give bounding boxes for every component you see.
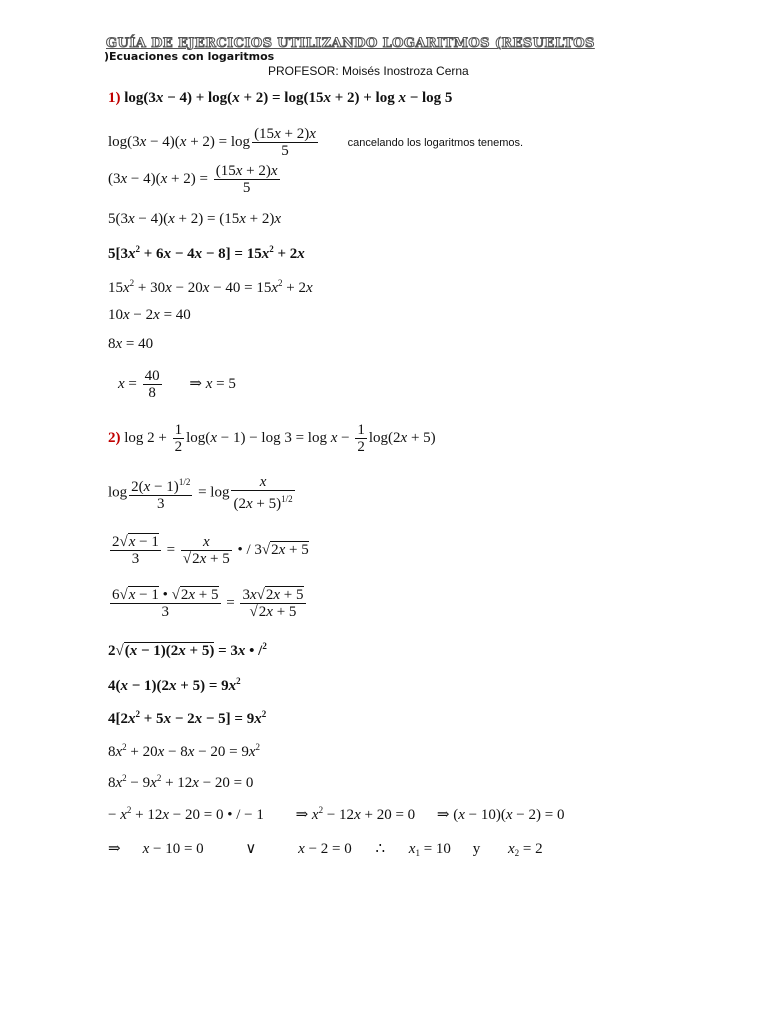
ex2-step-7: $8x^2 + 20x - 8x - 20 = 9x^2$ xyxy=(108,742,261,760)
ex2-step-1: log $\frac{2(x - 1)^{1/2}}{3}$ = log $\frac{x}{(2x + 5)^{1/2}}$ xyxy=(108,474,293,512)
ex1-step-1: log(3x − 4)(x + 2) = log $\frac{(15x + 2)x}{5}$ cancelando los logaritmos tenemos. xyxy=(108,126,524,159)
page-title: GUÍA DE EJERCICIOS UTILIZANDO LOGARITMOS (RESUELTOS xyxy=(106,36,595,51)
exercise-1-statement: 1) log(3x − 4) + log(x + 2) = log(15x + 2) + log x − log 5 xyxy=(108,90,453,106)
ex2-step-6: $4[2x^2 + 5x - 2x - 5] = 9x^2$ xyxy=(108,709,267,727)
ex1-note: cancelando los logaritmos tenemos. xyxy=(347,136,524,149)
ex1-step-4: $5[3x^2 + 6x - 4x - 8] = 15x^2 + 2x$ xyxy=(108,244,305,262)
ex2-step-9: − $x^2 + 12x - 20 = 0$ • / − 1 ⇒ $x^2 - 12x + 20 = 0$ ⇒ (x − 10)(x − 2) = 0 xyxy=(108,805,565,823)
ex2-step-4: 2√(x − 1)(2x + 5) = 3x • /$^2$ xyxy=(108,641,267,659)
ex2-solution: ⇒ x − 10 = 0 ∨ x − 2 = 0 ∴ $x_1 = 10$ y $x_2 = 2$ xyxy=(108,841,543,858)
ex2-step-8: $8x^2 - 9x^2 + 12x - 20 = 0$ xyxy=(108,773,254,791)
exercise-2-number: 2) xyxy=(108,429,121,446)
ex1-step-5: $15x^2 + 30x - 20x - 40 = 15x^2 + 2x$ xyxy=(108,278,313,296)
ex1-step-3: 5(3x − 4)(x + 2) = (15x + 2)x xyxy=(108,211,282,227)
ex1-step-7: 8x = 40 xyxy=(108,336,154,352)
conjunction-y: y xyxy=(472,841,481,857)
exercise-1-number: 1) xyxy=(108,90,121,106)
ex2-step-2: $\frac{2√x - 1}{3}$ = $\frac{x}{√2x + 5}$ • / 3√2x + 5 xyxy=(112,534,309,567)
ex2-step-3: $\frac{6√x - 1 • √2x + 5}{3}$ = $\frac{3x√2x + 5}{√2x + 5}$ xyxy=(112,587,304,620)
ex1-result: x = $\frac{40}{8}$ ⇒ x = 5 xyxy=(118,368,236,401)
section-subtitle: )Ecuaciones con logaritmos xyxy=(104,50,275,63)
ex2-step-5: $4(x - 1)(2x + 5) = 9x^2$ xyxy=(108,676,241,694)
exercise-2-statement: 2) log 2 + $\frac{1}{2}$ log(x − 1) − log 3 = log x − $\frac{1}{2}$ log(2x + 5) xyxy=(108,422,436,455)
professor-line: PROFESOR: Moisés Inostroza Cerna xyxy=(268,64,469,78)
ex1-step-2: (3x − 4)(x + 2) = $\frac{(15x + 2)x}{5}$ xyxy=(108,163,278,196)
ex1-step-6: 10x − 2x = 40 xyxy=(108,307,191,323)
